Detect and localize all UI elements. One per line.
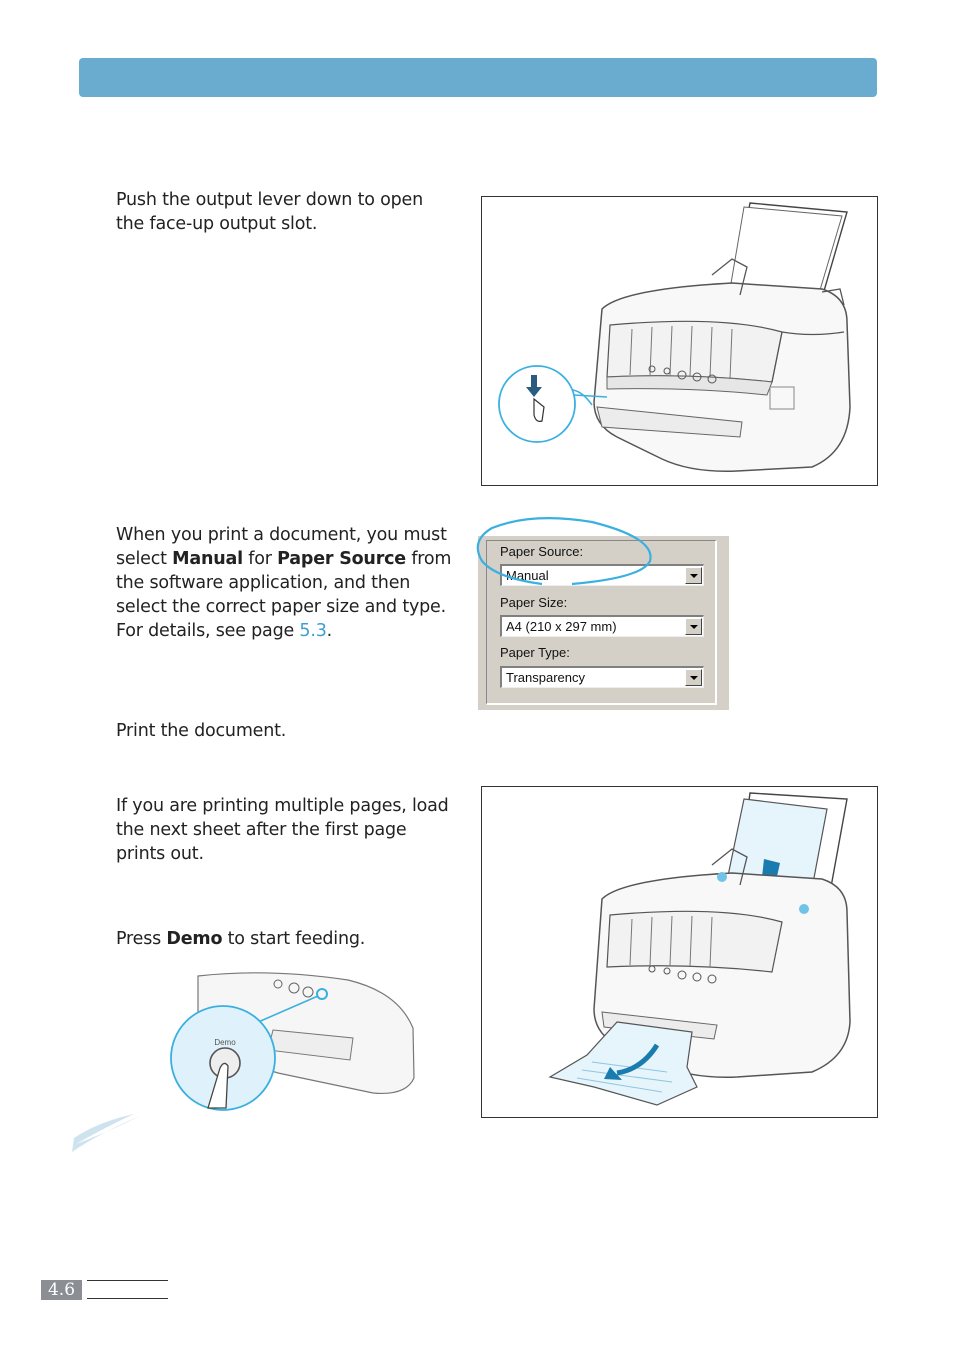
demo-bold: Demo xyxy=(166,929,223,949)
step-5-part-c: to start feeding. xyxy=(222,929,366,949)
paper-size-label: Paper Size: xyxy=(500,595,568,610)
printer-output-lever-illustration xyxy=(482,197,877,485)
chevron-down-icon[interactable] xyxy=(685,567,702,584)
paper-settings-dialog xyxy=(478,536,729,710)
step-1-sentence: Push the output lever down to open the face-up output slot. xyxy=(116,190,423,234)
highlight-ellipse xyxy=(472,516,662,611)
step-2-part-c: for xyxy=(242,549,278,569)
footer-rule-bottom xyxy=(87,1298,168,1299)
printer-next-sheet-illustration xyxy=(482,787,877,1117)
paper-source-label: Paper Source: xyxy=(500,544,584,559)
paper-type-label: Paper Type: xyxy=(500,645,570,660)
brush-stroke-decoration xyxy=(68,1108,148,1156)
demo-button-illustration xyxy=(168,968,418,1118)
step-2-part-f: . xyxy=(326,621,333,641)
paper-size-select[interactable] xyxy=(500,615,704,637)
step-2-part-a: When you print a document, you must select xyxy=(116,525,447,569)
page-number: 4.6 xyxy=(41,1280,82,1300)
step-5-part-a: Press xyxy=(116,929,167,949)
step-5-text xyxy=(116,927,456,951)
step-2-text xyxy=(116,523,456,643)
paper-source-bold: Paper Source xyxy=(277,549,406,569)
step-3-text xyxy=(116,719,456,743)
step-4-text xyxy=(116,794,456,866)
paper-type-value: Transparency xyxy=(506,670,585,685)
step-3-sentence: Print the document. xyxy=(116,721,287,741)
footer-rule-top xyxy=(87,1280,168,1281)
step-1-text xyxy=(116,188,456,236)
manual-bold: Manual xyxy=(172,549,243,569)
step-2-part-e: from the software application, and then select the correct paper size and type. For details, see page xyxy=(116,549,452,641)
page-link[interactable]: 5.3 xyxy=(299,621,327,641)
paper-source-value: Manual xyxy=(506,568,549,583)
chevron-down-icon[interactable] xyxy=(685,669,702,686)
paper-type-select[interactable] xyxy=(500,666,704,688)
figure-output-lever xyxy=(481,196,878,486)
paper-size-value: A4 (210 x 297 mm) xyxy=(506,619,617,634)
figure-next-sheet xyxy=(481,786,878,1118)
demo-button-label: Demo xyxy=(214,1038,236,1047)
chevron-down-icon[interactable] xyxy=(685,618,702,635)
header-bar xyxy=(79,58,877,97)
step-4-sentence: If you are printing multiple pages, load the next sheet after the first page prints out. xyxy=(116,796,449,864)
